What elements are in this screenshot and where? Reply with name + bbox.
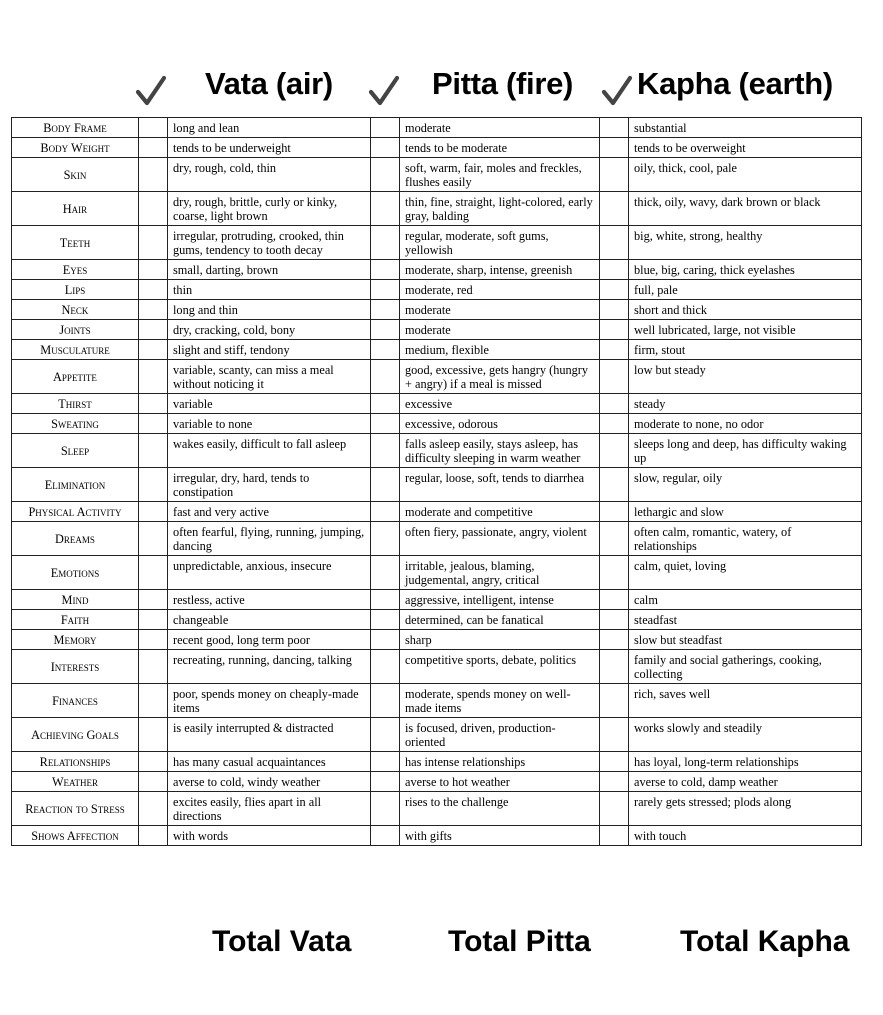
pitta-checkbox-cell[interactable] bbox=[371, 684, 400, 718]
table-row bbox=[12, 394, 862, 414]
kapha-description: rarely gets stressed; plods along bbox=[629, 792, 862, 826]
total-kapha: Total Kapha bbox=[680, 925, 850, 958]
pitta-description: falls asleep easily, stays asleep, has difficulty sleeping in warm weather bbox=[400, 434, 600, 468]
trait-label: Relationships bbox=[12, 752, 139, 772]
pitta-checkbox-cell[interactable] bbox=[371, 300, 400, 320]
checkmark-icon bbox=[367, 74, 401, 108]
table-row bbox=[12, 192, 862, 226]
pitta-description: rises to the challenge bbox=[400, 792, 600, 826]
pitta-checkbox-cell[interactable] bbox=[371, 610, 400, 630]
table-row bbox=[12, 260, 862, 280]
vata-description: variable bbox=[168, 394, 371, 414]
pitta-checkbox-cell[interactable] bbox=[371, 718, 400, 752]
kapha-checkbox-cell[interactable] bbox=[600, 158, 629, 192]
vata-description: is easily interrupted & distracted bbox=[168, 718, 371, 752]
vata-checkbox-cell[interactable] bbox=[139, 226, 168, 260]
vata-checkbox-cell[interactable] bbox=[139, 280, 168, 300]
pitta-checkbox-cell[interactable] bbox=[371, 394, 400, 414]
pitta-checkbox-cell[interactable] bbox=[371, 138, 400, 158]
kapha-description: thick, oily, wavy, dark brown or black bbox=[629, 192, 862, 226]
table-row bbox=[12, 684, 862, 718]
kapha-checkbox-cell[interactable] bbox=[600, 752, 629, 772]
pitta-description: soft, warm, fair, moles and freckles, flushes easily bbox=[400, 158, 600, 192]
pitta-checkbox-cell[interactable] bbox=[371, 158, 400, 192]
checkmark-icon bbox=[600, 74, 634, 108]
pitta-column-title: Pitta (fire) bbox=[432, 66, 574, 101]
table-row bbox=[12, 414, 862, 434]
vata-checkbox-cell[interactable] bbox=[139, 650, 168, 684]
vata-description: long and lean bbox=[168, 118, 371, 138]
kapha-description: short and thick bbox=[629, 300, 862, 320]
pitta-checkbox-cell[interactable] bbox=[371, 772, 400, 792]
total-vata: Total Vata bbox=[212, 925, 352, 958]
pitta-checkbox-cell[interactable] bbox=[371, 826, 400, 846]
vata-checkbox-cell[interactable] bbox=[139, 414, 168, 434]
trait-label: Dreams bbox=[12, 522, 139, 556]
table-row bbox=[12, 752, 862, 772]
pitta-description: with gifts bbox=[400, 826, 600, 846]
checkmark-icon bbox=[134, 74, 168, 108]
vata-description: recent good, long term poor bbox=[168, 630, 371, 650]
totals-row bbox=[0, 925, 883, 969]
pitta-checkbox-cell[interactable] bbox=[371, 590, 400, 610]
table-row bbox=[12, 138, 862, 158]
table-row bbox=[12, 320, 862, 340]
kapha-checkbox-cell[interactable] bbox=[600, 192, 629, 226]
vata-description: thin bbox=[168, 280, 371, 300]
kapha-description: steady bbox=[629, 394, 862, 414]
kapha-description: moderate to none, no odor bbox=[629, 414, 862, 434]
table-row bbox=[12, 522, 862, 556]
table-row bbox=[12, 610, 862, 630]
kapha-description: full, pale bbox=[629, 280, 862, 300]
kapha-description: calm bbox=[629, 590, 862, 610]
kapha-checkbox-cell[interactable] bbox=[600, 300, 629, 320]
pitta-checkbox-cell[interactable] bbox=[371, 118, 400, 138]
pitta-description: moderate, red bbox=[400, 280, 600, 300]
vata-description: excites easily, flies apart in all directions bbox=[168, 792, 371, 826]
pitta-description: moderate bbox=[400, 118, 600, 138]
kapha-checkbox-cell[interactable] bbox=[600, 826, 629, 846]
kapha-column-title: Kapha (earth) bbox=[637, 66, 833, 101]
kapha-description: well lubricated, large, not visible bbox=[629, 320, 862, 340]
kapha-description: substantial bbox=[629, 118, 862, 138]
kapha-description: has loyal, long-term relationships bbox=[629, 752, 862, 772]
pitta-description: irritable, jealous, blaming, judgemental, angry, critical bbox=[400, 556, 600, 590]
kapha-description: sleeps long and deep, has difficulty waking up bbox=[629, 434, 862, 468]
pitta-description: averse to hot weather bbox=[400, 772, 600, 792]
trait-label: Appetite bbox=[12, 360, 139, 394]
vata-checkbox-cell[interactable] bbox=[139, 340, 168, 360]
trait-label: Neck bbox=[12, 300, 139, 320]
trait-label: Skin bbox=[12, 158, 139, 192]
kapha-checkbox-cell[interactable] bbox=[600, 792, 629, 826]
vata-checkbox-cell[interactable] bbox=[139, 502, 168, 522]
vata-checkbox-cell[interactable] bbox=[139, 772, 168, 792]
kapha-description: works slowly and steadily bbox=[629, 718, 862, 752]
pitta-description: determined, can be fanatical bbox=[400, 610, 600, 630]
table-row bbox=[12, 360, 862, 394]
vata-description: averse to cold, windy weather bbox=[168, 772, 371, 792]
vata-checkbox-cell[interactable] bbox=[139, 360, 168, 394]
pitta-description: regular, moderate, soft gums, yellowish bbox=[400, 226, 600, 260]
trait-label: Physical Activity bbox=[12, 502, 139, 522]
pitta-description: aggressive, intelligent, intense bbox=[400, 590, 600, 610]
vata-description: variable, scanty, can miss a meal without noticing it bbox=[168, 360, 371, 394]
pitta-description: moderate and competitive bbox=[400, 502, 600, 522]
pitta-checkbox-cell[interactable] bbox=[371, 630, 400, 650]
vata-description: fast and very active bbox=[168, 502, 371, 522]
kapha-checkbox-cell[interactable] bbox=[600, 556, 629, 590]
kapha-checkbox-cell[interactable] bbox=[600, 360, 629, 394]
kapha-description: blue, big, caring, thick eyelashes bbox=[629, 260, 862, 280]
trait-label: Achieving Goals bbox=[12, 718, 139, 752]
kapha-checkbox-cell[interactable] bbox=[600, 630, 629, 650]
kapha-description: lethargic and slow bbox=[629, 502, 862, 522]
pitta-description: moderate, sharp, intense, greenish bbox=[400, 260, 600, 280]
vata-description: often fearful, flying, running, jumping, dancing bbox=[168, 522, 371, 556]
pitta-description: often fiery, passionate, angry, violent bbox=[400, 522, 600, 556]
pitta-description: regular, loose, soft, tends to diarrhea bbox=[400, 468, 600, 502]
table-row bbox=[12, 468, 862, 502]
pitta-description: good, excessive, gets hangry (hungry + angry) if a meal is missed bbox=[400, 360, 600, 394]
kapha-checkbox-cell[interactable] bbox=[600, 650, 629, 684]
vata-checkbox-cell[interactable] bbox=[139, 118, 168, 138]
trait-label: Sleep bbox=[12, 434, 139, 468]
vata-checkbox-cell[interactable] bbox=[139, 630, 168, 650]
vata-checkbox-cell[interactable] bbox=[139, 468, 168, 502]
kapha-description: low but steady bbox=[629, 360, 862, 394]
trait-label: Teeth bbox=[12, 226, 139, 260]
trait-label: Lips bbox=[12, 280, 139, 300]
vata-description: irregular, dry, hard, tends to constipation bbox=[168, 468, 371, 502]
trait-label: Emotions bbox=[12, 556, 139, 590]
vata-description: changeable bbox=[168, 610, 371, 630]
pitta-description: moderate, spends money on well-made items bbox=[400, 684, 600, 718]
kapha-checkbox-cell[interactable] bbox=[600, 718, 629, 752]
kapha-description: with touch bbox=[629, 826, 862, 846]
vata-checkbox-cell[interactable] bbox=[139, 320, 168, 340]
table-row bbox=[12, 434, 862, 468]
kapha-description: slow, regular, oily bbox=[629, 468, 862, 502]
trait-label: Shows Affection bbox=[12, 826, 139, 846]
vata-checkbox-cell[interactable] bbox=[139, 158, 168, 192]
table-row bbox=[12, 118, 862, 138]
trait-label: Joints bbox=[12, 320, 139, 340]
kapha-checkbox-cell[interactable] bbox=[600, 260, 629, 280]
kapha-checkbox-cell[interactable] bbox=[600, 138, 629, 158]
vata-description: restless, active bbox=[168, 590, 371, 610]
kapha-checkbox-cell[interactable] bbox=[600, 522, 629, 556]
pitta-checkbox-cell[interactable] bbox=[371, 192, 400, 226]
kapha-checkbox-cell[interactable] bbox=[600, 434, 629, 468]
kapha-description: steadfast bbox=[629, 610, 862, 630]
table-row bbox=[12, 226, 862, 260]
trait-label: Finances bbox=[12, 684, 139, 718]
kapha-description: averse to cold, damp weather bbox=[629, 772, 862, 792]
pitta-checkbox-cell[interactable] bbox=[371, 434, 400, 468]
column-header-row bbox=[0, 62, 883, 112]
table-row bbox=[12, 590, 862, 610]
kapha-checkbox-cell[interactable] bbox=[600, 502, 629, 522]
pitta-checkbox-cell[interactable] bbox=[371, 320, 400, 340]
vata-checkbox-cell[interactable] bbox=[139, 394, 168, 414]
trait-label: Body Weight bbox=[12, 138, 139, 158]
trait-label: Elimination bbox=[12, 468, 139, 502]
pitta-description: thin, fine, straight, light-colored, early gray, balding bbox=[400, 192, 600, 226]
trait-label: Body Frame bbox=[12, 118, 139, 138]
pitta-description: has intense relationships bbox=[400, 752, 600, 772]
vata-description: variable to none bbox=[168, 414, 371, 434]
kapha-checkbox-cell[interactable] bbox=[600, 280, 629, 300]
vata-checkbox-cell[interactable] bbox=[139, 590, 168, 610]
kapha-description: often calm, romantic, watery, of relationships bbox=[629, 522, 862, 556]
vata-checkbox-cell[interactable] bbox=[139, 300, 168, 320]
trait-label: Mind bbox=[12, 590, 139, 610]
pitta-checkbox-cell[interactable] bbox=[371, 792, 400, 826]
vata-description: long and thin bbox=[168, 300, 371, 320]
pitta-description: sharp bbox=[400, 630, 600, 650]
vata-description: poor, spends money on cheaply-made items bbox=[168, 684, 371, 718]
pitta-description: competitive sports, debate, politics bbox=[400, 650, 600, 684]
vata-checkbox-cell[interactable] bbox=[139, 434, 168, 468]
vata-checkbox-cell[interactable] bbox=[139, 684, 168, 718]
vata-description: irregular, protruding, crooked, thin gums, tendency to tooth decay bbox=[168, 226, 371, 260]
total-pitta: Total Pitta bbox=[448, 925, 591, 958]
trait-label: Musculature bbox=[12, 340, 139, 360]
vata-description: has many casual acquaintances bbox=[168, 752, 371, 772]
pitta-description: excessive, odorous bbox=[400, 414, 600, 434]
kapha-checkbox-cell[interactable] bbox=[600, 590, 629, 610]
vata-checkbox-cell[interactable] bbox=[139, 192, 168, 226]
pitta-checkbox-cell[interactable] bbox=[371, 502, 400, 522]
trait-label: Interests bbox=[12, 650, 139, 684]
kapha-description: oily, thick, cool, pale bbox=[629, 158, 862, 192]
pitta-checkbox-cell[interactable] bbox=[371, 414, 400, 434]
vata-column-title: Vata (air) bbox=[205, 66, 333, 101]
vata-checkbox-cell[interactable] bbox=[139, 718, 168, 752]
kapha-description: slow but steadfast bbox=[629, 630, 862, 650]
trait-label: Sweating bbox=[12, 414, 139, 434]
kapha-checkbox-cell[interactable] bbox=[600, 772, 629, 792]
pitta-checkbox-cell[interactable] bbox=[371, 260, 400, 280]
kapha-checkbox-cell[interactable] bbox=[600, 684, 629, 718]
vata-checkbox-cell[interactable] bbox=[139, 260, 168, 280]
vata-description: dry, rough, brittle, curly or kinky, coarse, light brown bbox=[168, 192, 371, 226]
kapha-checkbox-cell[interactable] bbox=[600, 226, 629, 260]
pitta-checkbox-cell[interactable] bbox=[371, 752, 400, 772]
kapha-description: firm, stout bbox=[629, 340, 862, 360]
vata-description: dry, cracking, cold, bony bbox=[168, 320, 371, 340]
kapha-checkbox-cell[interactable] bbox=[600, 610, 629, 630]
kapha-description: tends to be overweight bbox=[629, 138, 862, 158]
pitta-description: moderate bbox=[400, 300, 600, 320]
table-row bbox=[12, 340, 862, 360]
vata-description: slight and stiff, tendony bbox=[168, 340, 371, 360]
table-row bbox=[12, 158, 862, 192]
table-row bbox=[12, 556, 862, 590]
vata-checkbox-cell[interactable] bbox=[139, 826, 168, 846]
vata-description: tends to be underweight bbox=[168, 138, 371, 158]
vata-checkbox-cell[interactable] bbox=[139, 138, 168, 158]
trait-label: Weather bbox=[12, 772, 139, 792]
kapha-description: calm, quiet, loving bbox=[629, 556, 862, 590]
pitta-checkbox-cell[interactable] bbox=[371, 522, 400, 556]
table-row bbox=[12, 280, 862, 300]
pitta-checkbox-cell[interactable] bbox=[371, 226, 400, 260]
pitta-description: is focused, driven, production-oriented bbox=[400, 718, 600, 752]
table-row bbox=[12, 300, 862, 320]
kapha-description: family and social gatherings, cooking, collecting bbox=[629, 650, 862, 684]
trait-label: Faith bbox=[12, 610, 139, 630]
vata-description: unpredictable, anxious, insecure bbox=[168, 556, 371, 590]
pitta-description: excessive bbox=[400, 394, 600, 414]
pitta-description: tends to be moderate bbox=[400, 138, 600, 158]
pitta-checkbox-cell[interactable] bbox=[371, 556, 400, 590]
kapha-description: big, white, strong, healthy bbox=[629, 226, 862, 260]
kapha-checkbox-cell[interactable] bbox=[600, 414, 629, 434]
vata-description: dry, rough, cold, thin bbox=[168, 158, 371, 192]
table-row bbox=[12, 650, 862, 684]
pitta-checkbox-cell[interactable] bbox=[371, 468, 400, 502]
pitta-description: medium, flexible bbox=[400, 340, 600, 360]
vata-description: recreating, running, dancing, talking bbox=[168, 650, 371, 684]
kapha-description: rich, saves well bbox=[629, 684, 862, 718]
vata-checkbox-cell[interactable] bbox=[139, 522, 168, 556]
vata-description: with words bbox=[168, 826, 371, 846]
table-row bbox=[12, 826, 862, 846]
kapha-checkbox-cell[interactable] bbox=[600, 394, 629, 414]
vata-checkbox-cell[interactable] bbox=[139, 610, 168, 630]
kapha-checkbox-cell[interactable] bbox=[600, 320, 629, 340]
vata-checkbox-cell[interactable] bbox=[139, 752, 168, 772]
table-row bbox=[12, 502, 862, 522]
pitta-checkbox-cell[interactable] bbox=[371, 340, 400, 360]
table-row bbox=[12, 792, 862, 826]
vata-checkbox-cell[interactable] bbox=[139, 556, 168, 590]
trait-label: Eyes bbox=[12, 260, 139, 280]
trait-label: Reaction to Stress bbox=[12, 792, 139, 826]
pitta-checkbox-cell[interactable] bbox=[371, 360, 400, 394]
pitta-checkbox-cell[interactable] bbox=[371, 280, 400, 300]
trait-label: Thirst bbox=[12, 394, 139, 414]
table-row bbox=[12, 630, 862, 650]
kapha-checkbox-cell[interactable] bbox=[600, 468, 629, 502]
trait-label: Hair bbox=[12, 192, 139, 226]
kapha-checkbox-cell[interactable] bbox=[600, 340, 629, 360]
dosha-quiz-table bbox=[11, 117, 862, 846]
vata-checkbox-cell[interactable] bbox=[139, 792, 168, 826]
trait-label: Memory bbox=[12, 630, 139, 650]
pitta-checkbox-cell[interactable] bbox=[371, 650, 400, 684]
table-row bbox=[12, 718, 862, 752]
pitta-description: moderate bbox=[400, 320, 600, 340]
table-row bbox=[12, 772, 862, 792]
vata-description: wakes easily, difficult to fall asleep bbox=[168, 434, 371, 468]
vata-description: small, darting, brown bbox=[168, 260, 371, 280]
kapha-checkbox-cell[interactable] bbox=[600, 118, 629, 138]
